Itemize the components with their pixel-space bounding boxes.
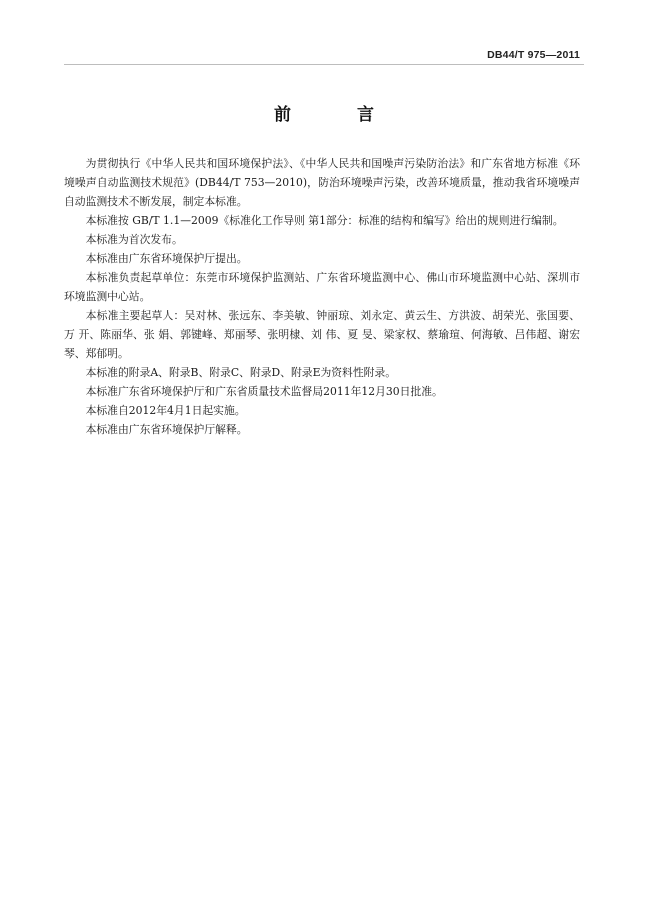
- paragraph-proposer: 本标准由广东省环境保护厅提出。: [85, 252, 248, 265]
- paragraph-drafting-rules: 本标准按 GB/T 1.1—2009《标准化工作导则 第1部分：标准的结构和编写》给出的规则进行编制。: [85, 214, 564, 227]
- paragraph-effective-date: 本标准自2012年4月1日起实施。: [85, 404, 246, 417]
- page-title: 前 言: [274, 105, 404, 125]
- paragraph-appendices: 本标准的附录A、附录B、附录C、附录D、附录E为资料性附录。: [85, 366, 397, 379]
- paragraph-purpose: 为贯彻执行《中华人民共和国环境保护法》、《中华人民共和国噪声污染防治法》和广东省地方标准《环境噪声自动监测技术规范》(DB44/T 753—2010)，防治环境噪声污染，改善环境质量，推动我省环境噪声自动监测技术不断发展，制定本标准。: [64, 157, 580, 208]
- paragraph-first-release: 本标准为首次发布。: [85, 233, 183, 246]
- foreword-body: [64, 154, 580, 439]
- paragraph-interpretation: 本标准由广东省环境保护厅解释。: [85, 423, 248, 436]
- header-divider: [64, 64, 584, 65]
- document-code: DB44/T 975—2011: [487, 49, 580, 61]
- paragraph-approval: 本标准广东省环境保护厅和广东省质量技术监督局2011年12月30日批准。: [85, 385, 443, 398]
- paragraph-drafting-units: 本标准负责起草单位：东莞市环境保护监测站、广东省环境监测中心、佛山市环境监测中心站、深圳市环境监测中心站。: [64, 271, 580, 303]
- paragraph-drafters: 本标准主要起草人：吴对林、张远东、李美敏、钟丽琼、刘永定、黄云生、方洪波、胡荣光、张国要、万 开、陈丽华、张 娟、郭键峰、郑丽琴、张明棣、刘 伟、夏 旻、梁家权、蔡瑜瑄、何海敏、吕伟超、谢宏琴、郑郁明。: [64, 309, 580, 360]
